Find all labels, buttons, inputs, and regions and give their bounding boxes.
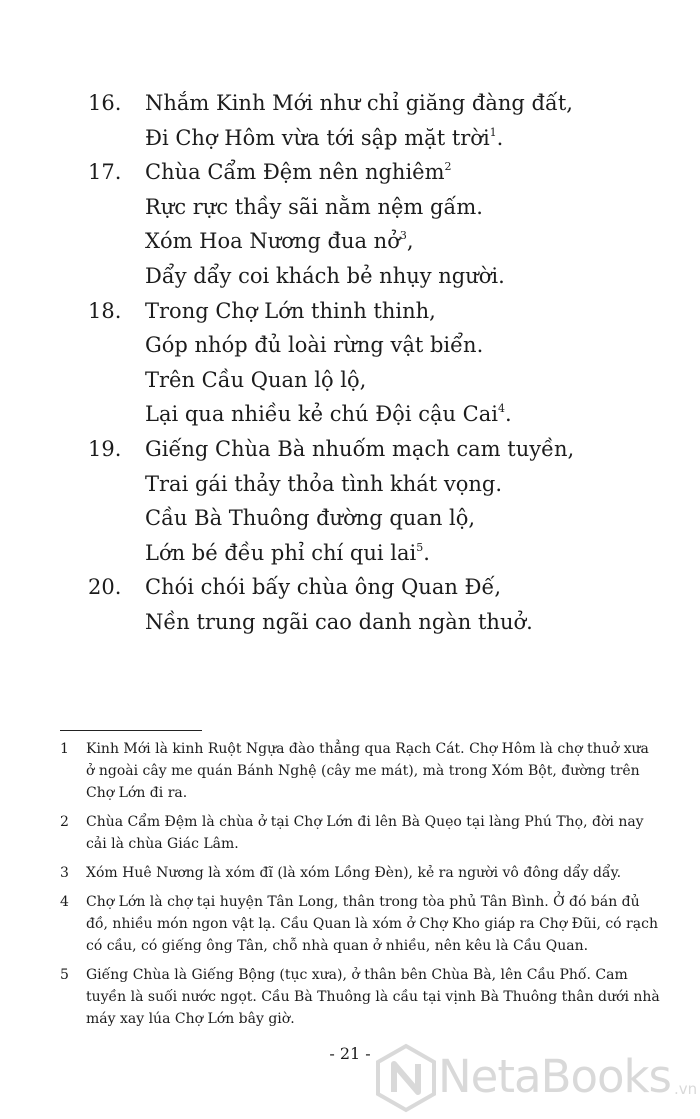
stanza-number: 17. xyxy=(88,160,122,185)
verse-line: Rực rực thầy sãi nằm nệm gấm. xyxy=(145,194,483,219)
footnote-number: 5 xyxy=(60,967,69,983)
watermark xyxy=(374,1042,700,1114)
verse-line: Chùa Cẩm Đệm nên nghiêm$^2$ xyxy=(145,160,452,185)
footnote-text: Xóm Huê Nương là xóm đĩ (là xóm Lồng Đèn), kẻ ra người vô đông dẩy dẩy. xyxy=(86,865,622,881)
stanza-number: 18. xyxy=(88,298,122,323)
footnote xyxy=(60,862,660,884)
verse-line: Xóm Hoa Nương đua nở$^3$, xyxy=(145,229,414,254)
verse-line: Cầu Bà Thuông đường quan lộ, xyxy=(145,506,476,531)
verse-line: Giếng Chùa Bà nhuốm mạch cam tuyền, xyxy=(145,436,575,461)
stanza-number: 19. xyxy=(88,436,122,461)
stanza-number: 20. xyxy=(88,575,122,600)
footnote-ref[interactable]: 3 xyxy=(399,229,407,243)
verse-line: Nhắm Kinh Mới như chỉ giăng đàng đất, xyxy=(145,91,573,115)
footnote-text: Giếng Chùa là Giếng Bộng (tục xưa), ở thân bên Chùa Bà, lên Cầu Phố. Cam tuyền là suối nước ngọt. Cầu Bà Thuông là cầu tại vịnh Bà Thuông thân dưới nhà máy xay lúa Chợ Lớn bây giờ. xyxy=(86,967,660,1027)
footnote-ref[interactable]: 1 xyxy=(489,125,497,139)
footnote-number: 3 xyxy=(60,865,69,881)
footnote-text: Kinh Mới là kinh Ruột Ngựa đào thẳng qua Rạch Cát. Chợ Hôm là chợ thuở xưa ở ngoài cây me quán Bánh Nghệ (cây me mát), mà trong Xóm Bột, đường trên Chợ Lớn đi ra. xyxy=(86,741,649,801)
footnote-number: 4 xyxy=(60,894,69,910)
footnote-divider xyxy=(60,730,202,731)
footnote xyxy=(60,811,660,855)
footnote-ref[interactable]: 5 xyxy=(416,540,424,554)
footnotes xyxy=(60,738,660,1037)
footnote-text: Chợ Lớn là chợ tại huyện Tân Long, thân trong tòa phủ Tân Bình. Ở đó bán đủ đồ, nhiều món ngon vật lạ. Cầu Quan là xóm ở Chợ Kho giáp ra Chợ Đũi, có rạch có cầu, có giếng ông Tân, chỗ nhà quan ở nhiều, nên kêu là Cầu Quan. xyxy=(86,894,658,954)
poem-body xyxy=(88,86,678,640)
footnote-number: 2 xyxy=(60,814,69,830)
stanza-17 xyxy=(88,155,678,293)
verse-line: Đi Chợ Hôm vừa tới sập mặt trời$^1$. xyxy=(145,125,504,150)
footnote-ref[interactable]: 4 xyxy=(498,402,505,416)
verse-line: Trong Chợ Lớn thinh thinh, xyxy=(145,298,436,323)
stanza-20 xyxy=(88,570,678,639)
verse-line: Lớn bé đều phỉ chí qui lai$^5$. xyxy=(145,540,430,565)
verse-line: Lại qua nhiều kẻ chú Đội cậu Cai$^4$. xyxy=(145,402,512,427)
stanza-18 xyxy=(88,294,678,432)
verse-line: Trên Cầu Quan lộ lộ, xyxy=(145,367,367,392)
verse-line: Trai gái thảy thỏa tình khát vọng. xyxy=(145,471,503,496)
watermark-suffix: .vn xyxy=(674,1080,698,1098)
footnote xyxy=(60,891,660,957)
stanza-19 xyxy=(88,432,678,570)
footnote xyxy=(60,738,660,804)
netabooks-logo-icon xyxy=(374,1042,438,1114)
footnote-text: Chùa Cẩm Đệm là chùa ở tại Chợ Lớn đi lên Bà Quẹo tại làng Phú Thọ, đời nay cải là chùa Giác Lâm. xyxy=(86,814,644,852)
verse-line: Dẩy dẩy coi khách bẻ nhụy người. xyxy=(145,263,505,288)
page-number: - 21 - xyxy=(329,1044,371,1063)
watermark-brand: NetaBooks xyxy=(438,1050,672,1103)
footnote xyxy=(60,964,660,1030)
stanza-number: 16. xyxy=(88,91,122,115)
footnote-number: 1 xyxy=(60,741,69,757)
verse-line: Góp nhóp đủ loài rừng vật biển. xyxy=(145,333,484,358)
stanza-16 xyxy=(88,86,678,155)
footnote-ref[interactable]: 2 xyxy=(444,160,452,174)
verse-line: Nền trung ngãi cao danh ngàn thuở. xyxy=(145,609,533,634)
verse-line: Chói chói bấy chùa ông Quan Đế, xyxy=(145,575,502,600)
